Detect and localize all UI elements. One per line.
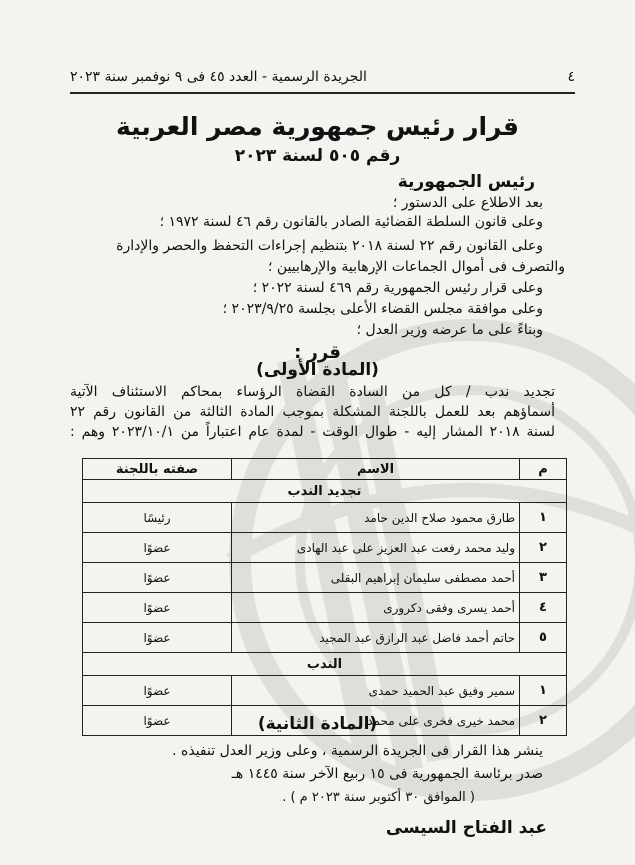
table-row bbox=[83, 533, 567, 563]
judge-role: عضوًا bbox=[83, 706, 232, 736]
judges-table bbox=[82, 458, 567, 736]
president-signature: عبد الفتاح السيسى bbox=[385, 818, 547, 838]
judge-name: أحمد مصطفى سليمان إبراهيم البقلى bbox=[232, 563, 520, 593]
preamble-line: والتصرف فى أموال الجماعات الإرهابية والإرهابيين ؛ bbox=[267, 259, 565, 275]
decree-title: قرار رئيس جمهورية مصر العربية bbox=[116, 112, 519, 141]
preamble-line: وعلى موافقة مجلس القضاء الأعلى بجلسة ٢٠٢٣/٩/٢٥ ؛ bbox=[222, 301, 543, 317]
table-row bbox=[83, 623, 567, 653]
judge-role: عضوًا bbox=[83, 623, 232, 653]
table-row bbox=[83, 563, 567, 593]
decided-heading: قرر : bbox=[294, 342, 341, 363]
judge-role: عضوًا bbox=[83, 533, 232, 563]
judge-role: رئيسًا bbox=[83, 503, 232, 533]
row-number: ١ bbox=[520, 503, 567, 533]
preamble-line: وعلى قانون السلطة القضائية الصادر بالقانون رقم ٤٦ لسنة ١٩٧٢ ؛ bbox=[159, 214, 543, 230]
col-header-name: الاسم bbox=[232, 459, 520, 480]
section-row-new bbox=[83, 653, 567, 676]
preamble-line: وبناءً على ما عرضه وزير العدل ؛ bbox=[356, 322, 543, 338]
decree-number: رقم ٥٠٥ لسنة ٢٠٢٣ bbox=[234, 146, 401, 166]
preamble-line: بعد الاطلاع على الدستور ؛ bbox=[392, 195, 543, 211]
article-2-heading: (المادة الثانية) bbox=[257, 714, 378, 734]
article-1-line: تجديد ندب / كل من السادة القضاة الرؤساء بمحاكم الاستئناف الآتية bbox=[70, 384, 555, 400]
row-number: ٤ bbox=[520, 593, 567, 623]
section-title: تجديد الندب bbox=[83, 480, 567, 503]
table-row bbox=[83, 593, 567, 623]
header-divider bbox=[70, 92, 575, 94]
row-number: ٢ bbox=[520, 706, 567, 736]
table-row bbox=[83, 503, 567, 533]
judge-role: عضوًا bbox=[83, 563, 232, 593]
judge-name: طارق محمود صلاح الدين حامد bbox=[232, 503, 520, 533]
row-number: ٣ bbox=[520, 563, 567, 593]
judge-role: عضوًا bbox=[83, 676, 232, 706]
article-1-line: لسنة ٢٠١٨ المشار إليه - طوال الوقت - لمدة عام اعتباراً من ٢٠٢٣/١٠/١ وهم : bbox=[70, 424, 556, 440]
judge-role: عضوًا bbox=[83, 593, 232, 623]
article-1-body bbox=[70, 382, 555, 442]
article-2-line: ( الموافق ٣٠ أكتوبر سنة ٢٠٢٣ م ) . bbox=[282, 790, 475, 805]
issuer-heading: رئيس الجمهورية bbox=[397, 172, 535, 192]
section-title: الندب bbox=[83, 653, 567, 676]
judge-name: محمد خيرى فخرى على محمد bbox=[232, 706, 520, 736]
table-row bbox=[83, 676, 567, 706]
row-number: ٥ bbox=[520, 623, 567, 653]
publication-line: الجريدة الرسمية - العدد ٤٥ فى ٩ نوفمبر سنة ٢٠٢٣ bbox=[70, 69, 367, 85]
row-number: ١ bbox=[520, 676, 567, 706]
row-number: ٢ bbox=[520, 533, 567, 563]
article-2-line: ينشر هذا القرار فى الجريدة الرسمية ، وعلى وزير العدل تنفيذه . bbox=[172, 743, 543, 759]
judge-name: وليد محمد رفعت عبد العزيز على عبد الهادى bbox=[232, 533, 520, 563]
judge-name: أحمد يسرى وفقى دكرورى bbox=[232, 593, 520, 623]
running-header bbox=[70, 66, 575, 88]
preamble-line: وعلى القانون رقم ٢٢ لسنة ٢٠١٨ بتنظيم إجراءات التحفظ والحصر والإدارة bbox=[116, 238, 543, 254]
judge-name: حاتم أحمد فاضل عبد الرازق عبد المجيد bbox=[232, 623, 520, 653]
article-1-line: أسماؤهم بعد للعمل باللجنة المشكلة بموجب المادة الثالثة من القانون رقم ٢٢ bbox=[70, 404, 555, 420]
judge-name: سمير وفيق عبد الحميد حمدى bbox=[232, 676, 520, 706]
section-row-renewal bbox=[83, 480, 567, 503]
page-number: ٤ bbox=[567, 69, 575, 85]
col-header-num: م bbox=[520, 459, 567, 480]
article-2-line: صدر برئاسة الجمهورية فى ١٥ ربيع الآخر سنة ١٤٤٥ هـ bbox=[231, 766, 543, 782]
preamble-line: وعلى قرار رئيس الجمهورية رقم ٤٦٩ لسنة ٢٠٢٢ ؛ bbox=[252, 280, 543, 296]
article-1-heading: (المادة الأولى) bbox=[256, 360, 379, 380]
table-header-row bbox=[83, 459, 567, 480]
col-header-role: صفته باللجنة bbox=[83, 459, 232, 480]
